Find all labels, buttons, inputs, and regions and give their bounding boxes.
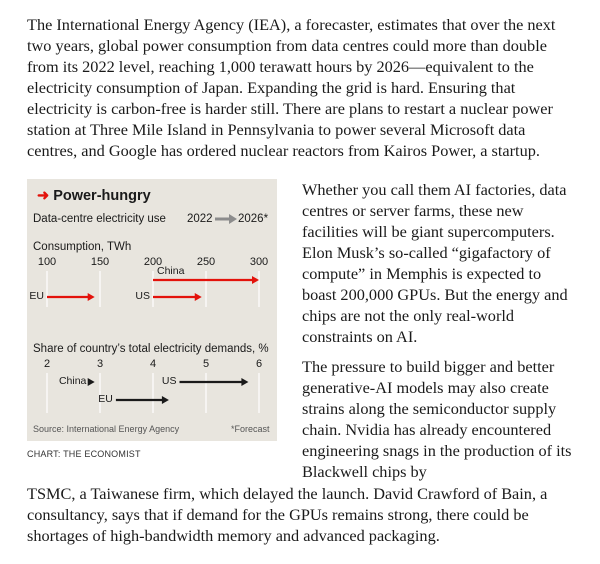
series-arrowhead: [88, 378, 95, 386]
chart-source: Source: International Energy Agency: [33, 424, 180, 434]
axis-tick-label: 3: [96, 358, 104, 370]
series-label-us: US: [135, 290, 150, 302]
series-label-eu: EU: [98, 393, 113, 405]
article-paragraph-4: TSMC, a Taiwanese firm, which delayed the launch. David Crawford of Bain, a consultancy, says that if demand for the GPUs remains strong, there could be shortages of high-bandwidth memory and advanced packaging.: [27, 484, 548, 545]
chart-footnote: *Forecast: [231, 424, 270, 434]
series-label-china: China: [157, 265, 185, 277]
panel-1-title: Consumption, TWh: [33, 241, 132, 253]
chart-title: [37, 188, 151, 204]
legend-start-label: 2022: [187, 213, 213, 225]
series-arrowhead: [252, 276, 259, 284]
chart-credit: CHART: THE ECONOMIST: [27, 449, 141, 459]
series-label-eu: EU: [29, 290, 44, 302]
axis-tick-label: 200: [143, 256, 163, 268]
axis-tick-label: 5: [202, 358, 210, 370]
series-arrowhead: [162, 396, 169, 404]
axis-tick-label: 2: [43, 358, 51, 370]
series-arrowhead: [88, 293, 95, 301]
title-arrow-icon: ➜: [37, 188, 50, 204]
series-label-us: US: [161, 375, 177, 387]
chart-title-text: Power-hungry: [53, 188, 151, 204]
axis-tick-label: 300: [249, 256, 269, 268]
series-arrowhead: [241, 378, 248, 386]
article-paragraph-3: The pressure to build bigger and better generative-AI models may also create strains along the semiconductor supply chain. Nvidia has already encountered engineering snags in the production of its Blackwell chips by: [302, 357, 572, 481]
power-hungry-chart: [27, 179, 277, 441]
axis-tick-label: 150: [90, 256, 110, 268]
axis-tick-label: 4: [149, 358, 157, 370]
axis-tick-label: 6: [255, 358, 263, 370]
legend-end-label: 2026*: [238, 213, 269, 225]
article-paragraph-2: Whether you call them AI factories, data centres or server farms, these new facilities will be giant supercomputers. Elon Musk’s so-called “gigafactory of compute” in Memphis is expected to boast 200,000 GPUs. But the energy and chips are not the only real-world constraints on AI.: [302, 180, 568, 346]
panel-2-title: Share of country’s total electricity demands, %: [33, 343, 269, 355]
axis-tick-label: 250: [196, 256, 216, 268]
legend-arrowhead: [229, 214, 237, 224]
axis-tick-label: 100: [37, 256, 57, 268]
cut-off-text-line: [27, 0, 575, 2]
chart-subtitle: Data-centre electricity use: [33, 213, 166, 225]
article-paragraph-1: The International Energy Agency (IEA), a forecaster, estimates that over the next two years, global power consumption from data centres could more than double from its 2022 level, reaching 1,000 terawatt hours by 2026—equivalent to the electricity consumption of Japan. Expanding the grid is hard. Ensuring that electricity is carbon-free is harder still. There are plans to restart a nuclear power station at Three Mile Island in Pennsylvania to power several Microsoft data centres, and Google has ordered nuclear reactors from Kairos Power, a startup.: [27, 15, 556, 160]
series-label-china: China: [58, 375, 87, 387]
series-arrowhead: [195, 293, 202, 301]
